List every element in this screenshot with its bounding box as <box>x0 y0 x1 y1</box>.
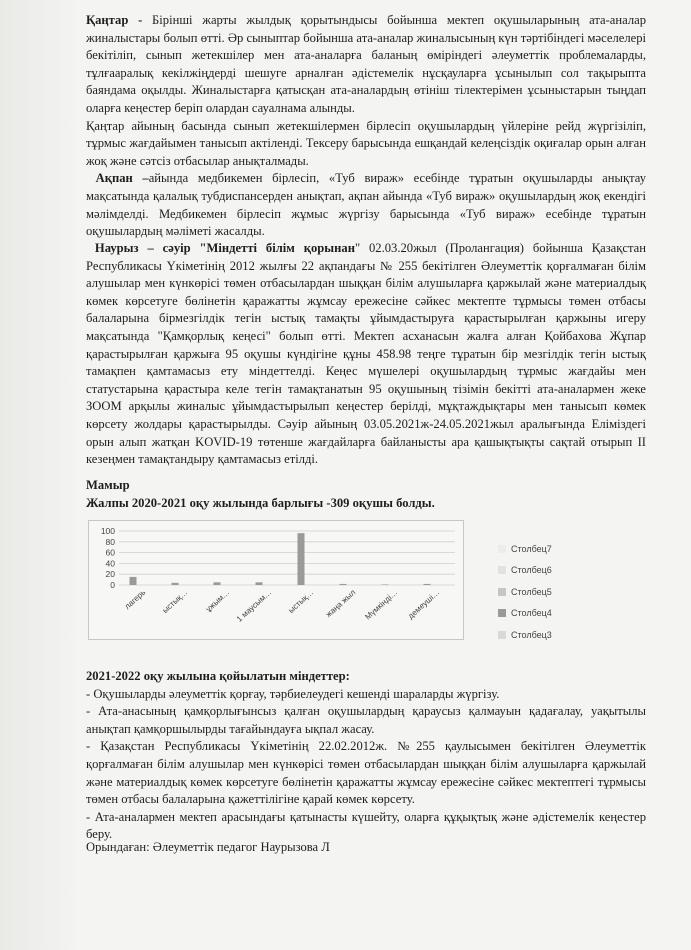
paragraph-march-april <box>86 240 646 469</box>
bar <box>214 582 221 585</box>
legend-entry <box>498 624 598 646</box>
legend-label: Столбец5 <box>511 586 552 597</box>
fund-name: Міндетті білім қорынан <box>206 241 355 255</box>
text-february: айында медбикемен бірлесіп, «Туб вираж» есебінде тұратын оқушыларды анықтау мақсатында қалалық тубдиспансерден анықтап, ақпан айында «Туб вираж» оқушылардың жоқ екендігі мәлімделді. Медбикемен бірлесіп жұмыс жүргізу барысында «Туб вираж» есебінде тұратын оқушылардың мәліметі жасалды. <box>86 171 646 239</box>
tasks-title: 2021-2022 оқу жылына қойылатын міндеттер: <box>86 669 350 683</box>
bar-chart <box>88 520 464 640</box>
category-label: ыстық… <box>160 587 190 616</box>
legend-swatch <box>498 609 506 617</box>
paragraph-january <box>86 12 646 118</box>
bar <box>424 584 431 585</box>
y-tick-label: 20 <box>105 569 115 580</box>
bar <box>172 583 179 585</box>
section-january-february <box>86 12 646 241</box>
lead-february: Ақпан – <box>95 171 149 186</box>
chart-legend <box>498 538 598 646</box>
task-item: - Оқушыларды әлеуметтік қорғау, тәрбиелеудегі кешенді шараларды жүргізу. <box>86 686 500 701</box>
legend-entry <box>498 538 598 560</box>
text-january-1: Бірінші жарты жылдық қорытындысы бойынша мектеп оқушыларының ата-аналар жиналыстары болып өтті. Әр сыныптар бойынша ата-аналар жиналысының күн тәртібіндегі мәселелері бекітіліп, сынып жетекшілер мен ата-аналарға баланың өміріндегі әлеуметтік проблемаларды, тұлғааралық кекілжіңдерді шешуге арналған әдістемелік нұсқауларға ұсынылып сол тақырыпта баяндама оқылды. Жиналыстарға қатысқан ата-аналардың өтініш тілектерімен ұсыныстарын тыңдап оларға кеңестер беріп олардан сауалнама алынды. <box>86 13 647 115</box>
legend-swatch <box>498 631 506 639</box>
category-label: ыстық… <box>286 587 316 616</box>
category-label: демеуші… <box>406 587 442 621</box>
section-march-april <box>86 240 646 469</box>
legend-label: Столбец4 <box>511 608 552 619</box>
lead-march-april: Наурыз – сәуір " <box>94 241 207 255</box>
text-march-april: " 02.03.20жыл (Пролангация) бойынша Қазақстан Республикасы Үкіметінің 2012 жылғы 22 ақпандағы № 255 бекітілген Әлеуметтік қорғалмаған білім алушылар мен күнкөрісі төмен отбасылардан шыққан білім алушыларға қаржылай және материалдық көмек көрсетуге бөлінетін қаражатты жұмсау ережесіне сәйкес мектепте тұрмысы төмен отбасы балаларына бірмезгілдік тегін ыстық тамақты ұйымдастыруға қарастырылған қаржыны игеру мақсатында "Қамқорлық кеңесі" болып өтті. Мектеп асханасын жалға алған Қойбахова Жұпар қарастырылған қаржыға 95 оқушы күндігіне құны 458.98 теңге тұратын бір мезгілдік тегін ыстық тамақпен қамтамасыз ету міндеттелді. Кеңес мүшелері оқушылардың тұрмыс жағдайы мен статустарына қарастыра келе тегін тамақтанатын 95 оқушының тізімін бекітті ата-аналармен жеке ЗООМ арқылы жиналыс ұйымдастырылып кеңестер берілді, мұқтаждықтары мен танысып көмек көрсету жолдары қарастырылды. Сәуір айының 03.05.2021ж-24.05.2021жыл аралығында Еліміздегі орын алып жатқан KOVID-19 төтенше жағдайларға байланысты ара қашықтықты сақтай отырып ІІ кезеңмен тамақтандыру қамтамасыз етілді. <box>86 241 646 467</box>
legend-entry <box>498 560 598 582</box>
legend-swatch <box>498 566 506 574</box>
section-tasks <box>86 668 646 844</box>
y-tick-label: 100 <box>100 526 115 536</box>
bar <box>340 584 347 585</box>
category-label: лагерь <box>122 587 148 612</box>
bar <box>256 582 263 585</box>
category-label: ұжым… <box>204 587 232 614</box>
bar <box>298 533 305 585</box>
lead-january: Қаңтар - <box>86 13 143 27</box>
y-tick-label: 0 <box>110 580 115 590</box>
legend-swatch <box>498 545 506 553</box>
y-tick-label: 60 <box>105 547 115 558</box>
legend-entry <box>498 581 598 603</box>
task-item: - Ата-аналармен мектеп арасындағы қатынасты күшейту, оларға құқықтық және әдістемелік кеңестер беру. <box>86 809 646 842</box>
chart-svg <box>89 521 463 639</box>
section-may <box>86 477 646 512</box>
legend-label: Столбец7 <box>511 543 552 554</box>
bar <box>382 584 389 585</box>
category-label: 1 маусым… <box>234 587 274 624</box>
legend-label: Столбец3 <box>511 629 552 640</box>
y-tick-label: 40 <box>105 558 115 569</box>
legend-label: Столбец6 <box>511 565 552 576</box>
category-label: Мүмкінді… <box>363 587 400 622</box>
task-item: - Ата-анасының қамқорлығынсыз қалған оқушылардың қараусыз қалмауын қадағалау, уақытылы анықтап қамқоршылырды тағайындауға ықпал жасау. <box>86 704 646 736</box>
category-label: жаңа жыл <box>324 587 358 620</box>
bar <box>130 577 137 585</box>
paragraph-january-2: Қаңтар айының басында сынып жетекшілермен бірлесіп оқушылардың үйлеріне рейд жүргізіліп, тұрмыс жағдайымен танысып актіленді. Тексеру барысында ешқандай келеңсіздік оқиғалар орын алған жоқ және сәтсіз отбасылар анықталмады. <box>86 118 646 168</box>
paragraph-february <box>86 170 646 240</box>
signature-line: Орындаған: Әлеуметтік педагог Наурызова Л <box>86 840 330 854</box>
task-item: - Қазақстан Республикасы Үкіметінің 22.02.2012ж. №255 қаулысымен бекітілген Әлеуметтік қорғалмаған білім алушылар мен күнкөрісі төмен отбасылардан шыққан білім алушыларға қаржылай және материалдық көмек көрсетуге бөлінетін қаражатты жұмсау ережесіне сәйкес мектептегі тұрмысы төмен отбасы балаларына қажеттілігіне қарай көмек көрсету. <box>86 739 646 807</box>
y-tick-label: 80 <box>105 536 115 547</box>
summary-total: Жалпы 2020-2021 оқу жылында барлығы -309 оқушы болды. <box>86 495 435 510</box>
heading-may: Мамыр <box>86 478 130 492</box>
legend-entry <box>498 603 598 625</box>
legend-swatch <box>498 588 506 596</box>
page-fold-shadow <box>0 0 80 950</box>
